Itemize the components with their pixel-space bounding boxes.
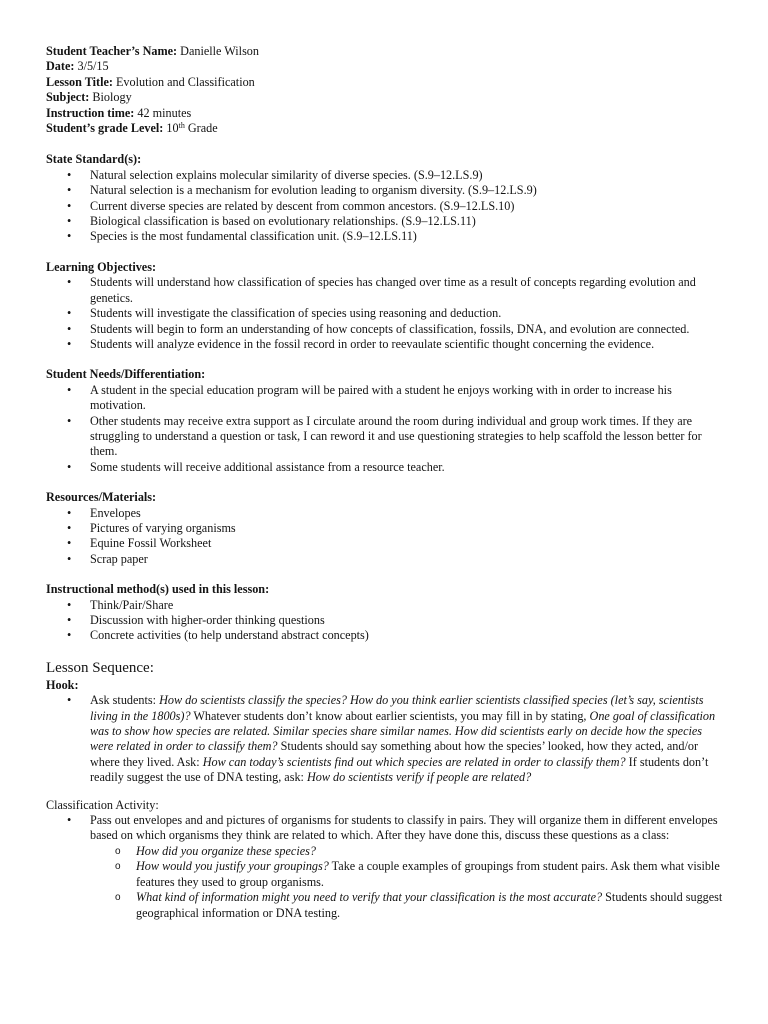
state-standards-list <box>46 168 726 245</box>
lesson-sequence-section <box>46 659 726 921</box>
list-item: • Scrap paper <box>46 552 726 567</box>
discussion-question-text: How would you justify your groupings? <box>136 859 329 874</box>
resources-section <box>46 490 726 567</box>
hook-list <box>46 693 726 785</box>
classification-activity-list <box>46 813 726 921</box>
subject-value: Biology <box>92 90 132 105</box>
hook-text-4: If students don’t readily suggest the use of DNA testing, ask: <box>90 754 709 785</box>
list-item: • Discussion with higher-order thinking questions <box>46 613 726 628</box>
discussion-questions-list <box>90 844 726 921</box>
list-item: • Think/Pair/Share <box>46 598 726 613</box>
discussion-question <box>90 844 726 859</box>
hook-text-1: Ask students: <box>90 693 160 708</box>
teacher-name-label: Student Teacher’s Name: <box>46 44 178 58</box>
list-item: • Current diverse species are related by descent from common ancestors. (S.9–12.LS.10) <box>46 199 726 214</box>
classification-activity-item <box>46 813 726 921</box>
instruction-time-value: 42 minutes <box>137 105 192 120</box>
teacher-name-line <box>46 44 726 59</box>
subject-line <box>46 90 726 105</box>
student-needs-section <box>46 367 726 475</box>
grade-level-suffix: th <box>178 121 185 131</box>
resources-title: Resources/Materials: <box>46 490 157 505</box>
discussion-question-text: How did you organize these species? <box>136 843 316 858</box>
teacher-name-value: Danielle Wilson <box>180 44 259 58</box>
instruction-time-line <box>46 106 726 121</box>
list-item: • Some students will receive additional assistance from a resource teacher. <box>46 460 726 475</box>
list-item: • A student in the special education program will be paired with a student he enjoys working with in order to increase his motivation. <box>46 383 726 414</box>
state-standards-section <box>46 152 726 244</box>
student-needs-title: Student Needs/Differentiation: <box>46 367 206 382</box>
header-block <box>46 44 726 137</box>
hook-text-3: Students should say something about how the species’ looked, how they acted, and/or where they lived. Ask: <box>90 739 699 769</box>
learning-objectives-title: Learning Objectives: <box>46 259 157 274</box>
classification-activity-text: Pass out envelopes and and pictures of organisms for students to classify in pairs. They will organize them in different envelopes based on which organisms they think are related to which. After they have done this, discuss these questions as a class: <box>90 813 718 843</box>
state-standards-title: State Standard(s): <box>46 152 142 167</box>
list-item: • Students will analyze evidence in the fossil record in order to reevaulate scientific thought concerning the evidence. <box>46 337 726 352</box>
instruction-time-label: Instruction time: <box>46 105 135 120</box>
grade-level-text: Grade <box>187 121 218 136</box>
list-item: • Natural selection is a mechanism for evolution leading to organism diversity. (S.9–12.LS.9) <box>46 183 726 198</box>
classification-activity-title: Classification Activity: <box>46 797 159 812</box>
list-item: • Envelopes <box>46 506 726 521</box>
student-needs-list <box>46 383 726 475</box>
hook-question-1: How do scientists classify the species? How do you think earlier scientists classified species (let’s say, scientists living in the 1800s)? <box>90 693 704 723</box>
instructional-methods-list <box>46 598 726 644</box>
lesson-title-value: Evolution and Classification <box>115 74 255 89</box>
discussion-question-note: Students should suggest geographical information or DNA testing. <box>136 890 723 920</box>
list-item: • Species is the most fundamental classification unit. (S.9–12.LS.11) <box>46 229 726 244</box>
resources-list <box>46 506 726 568</box>
list-item: • Students will begin to form an understanding of how concepts of classification, fossils, DNA, and evolution are connected. <box>46 322 726 337</box>
hook-text-2: Whatever students don’t know about earlier scientists, you may fill in by stating, <box>190 708 590 723</box>
grade-level-line <box>46 121 726 137</box>
list-item: • Students will understand how classification of species has changed over time as a result of concepts regarding evolution and genetics. <box>46 275 726 306</box>
hook-question-4: How do scientists verify if people are related? <box>306 770 532 785</box>
instructional-methods-title: Instructional method(s) used in this lesson: <box>46 582 270 597</box>
discussion-question-text: What kind of information might you need to verify that your classification is the most accurate? <box>136 890 603 905</box>
lesson-title-line <box>46 75 726 90</box>
instructional-methods-section <box>46 582 726 644</box>
subject-label: Subject: <box>46 90 90 105</box>
grade-level-number: 10 <box>166 121 179 136</box>
lesson-plan <box>46 44 726 921</box>
list-item: • Pictures of varying organisms <box>46 521 726 536</box>
date-value: 3/5/15 <box>77 59 109 74</box>
list-item: • Biological classification is based on evolutionary relationships. (S.9–12.LS.11) <box>46 214 726 229</box>
hook-question-3: How can today’s scientists find out which species are related in order to classify them? <box>202 754 626 769</box>
hook-question-2: One goal of classification was to show how species are related. Similar species share similar names. How did scientists early on decide how the species were related in order to classify them? <box>90 708 716 754</box>
discussion-question <box>90 859 726 890</box>
lesson-sequence-title: Lesson Sequence: <box>46 659 154 676</box>
lesson-title-label: Lesson Title: <box>46 74 113 89</box>
hook-item <box>46 693 726 785</box>
list-item: • Students will investigate the classification of species using reasoning and deduction. <box>46 306 726 321</box>
discussion-question <box>90 890 726 921</box>
list-item: • Natural selection explains molecular similarity of diverse species. (S.9–12.LS.9) <box>46 168 726 183</box>
learning-objectives-section <box>46 260 726 352</box>
learning-objectives-list <box>46 275 726 352</box>
list-item: • Equine Fossil Worksheet <box>46 536 726 551</box>
list-item: • Concrete activities (to help understand abstract concepts) <box>46 628 726 643</box>
discussion-question-note: Take a couple examples of groupings from student pairs. Ask them what visible features they used to group organisms. <box>136 859 720 889</box>
hook-title: Hook: <box>46 677 79 692</box>
grade-level-label: Student’s grade Level: <box>46 121 164 136</box>
date-label: Date: <box>46 59 75 74</box>
list-item: • Other students may receive extra support as I circulate around the room during individual and group work times. If they are struggling to understand a question or task, I can reword it and use questioning strategies to help scaffold the lesson better for them. <box>46 414 726 460</box>
date-line <box>46 59 726 74</box>
